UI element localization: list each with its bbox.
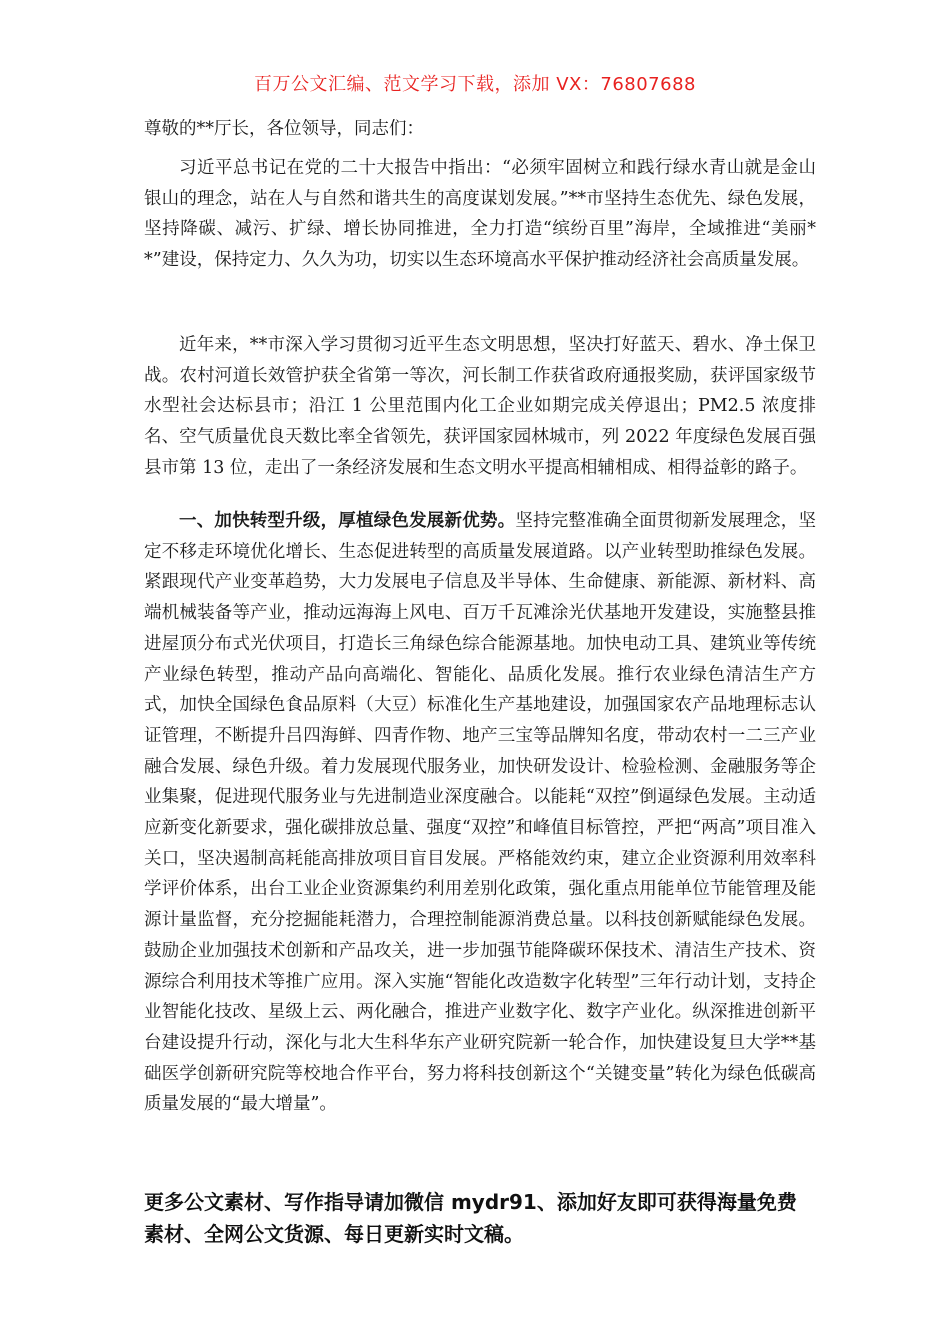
paragraph-achievements <box>144 330 816 484</box>
paragraph-text: 习近平总书记在党的二十大报告中指出：“必须牢固树立和践行绿水青山就是金山银山的理念，站在人与自然和谐共生的高度谋划发展。”**市坚持生态优先、绿色发展，坚持降碳、减污、扩绿、增长协同推进，全力打造“缤纷百里”海岸，全域推进“美丽**”建设，保持定力、久久为功，切实以生态环境高水平保护推动经济社会高质量发展。 <box>144 158 816 271</box>
section-heading: 一、加快转型升级，厚植绿色发展新优势。 <box>179 511 516 531</box>
footer-promo-text: 更多公文素材、写作指导请加微信 mydr91、添加好友即可获得海量免费素材、全网公文货源、每日更新实时文稿。 <box>144 1190 797 1246</box>
paragraph-text: 坚持完整准确全面贯彻新发展理念，坚定不移走环境优化增长、生态促进转型的高质量发展道路。以产业转型助推绿色发展。紧跟现代产业变革趋势，大力发展电子信息及半导体、生命健康、新能源、新材料、高端机械装备等产业，推动远海海上风电、百万千瓦滩涂光伏基地开发建设，实施整县推进屋顶分布式光伏项目，打造长三角绿色综合能源基地。加快电动工具、建筑业等传统产业绿色转型，推动产品向高端化、智能化、品质化发展。推行农业绿色清洁生产方式，加快全国绿色食品原料（大豆）标准化生产基地建设，加强国家农产品地理标志认证管理，不断提升吕四海鲜、四青作物、地产三宝等品牌知名度，带动农村一二三产业融合发展、绿色升级。着力发展现代服务业，加快研发设计、检验检测、金融服务等企业集聚，促进现代服务业与先进制造业深度融合。以能耗“双控”倒逼绿色发展。主动适应新变化新要求，强化碳排放总量、强度“双控”和峰值目标管控，严把“两高”项目准入关口，坚决遏制高耗能高排放项目盲目发展。严格能效约束，建立企业资源利用效率科学评价体系，出台工业企业资源集约利用差别化政策，强化重点用能单位节能管理及能源计量监督，充分挖掘能耗潜力，合理控制能源消费总量。以科技创新赋能绿色发展。鼓励企业加强技术创新和产品攻关，进一步加强节能降碳环保技术、清洁生产技术、资源综合利用技术等推广应用。深入实施“智能化改造数字化转型”三年行动计划，支持企业智能化技改、星级上云、两化融合，推进产业数字化、数字产业化。纵深推进创新平台建设提升行动，深化与北大生科华东产业研究院新一轮合作，加快建设复旦大学**基础医学创新研究院等校地合作平台，努力将科技创新这个“关键变量”转化为绿色低碳高质量发展的“最大增量”。 <box>144 511 817 1115</box>
paragraph-section-one <box>144 506 816 1120</box>
paragraph-text: 近年来，**市深入学习贯彻习近平生态文明思想，坚决打好蓝天、碧水、净土保卫战。农村河道长效管护获全省第一等次，河长制工作获省政府通报奖励，获评国家级节水型社会达标县市；沿江 1 公里范围内化工企业如期完成关停退出；PM2.5 浓度排名、空气质量优良天数比率全省领先，获评国家园林城市，列 2022 年度绿色发展百强县市第 13 位，走出了一条经济发展和生态文明水平提高相辅相成、相得益彰的路子。 <box>144 335 816 478</box>
paragraph-intro <box>144 153 816 276</box>
salutation: 尊敬的**厅长，各位领导，同志们： <box>144 119 424 139</box>
header-promo-text: 百万公文汇编、范文学习下载，添加 VX：76807688 <box>254 74 696 95</box>
paragraph-body <box>144 506 816 1120</box>
